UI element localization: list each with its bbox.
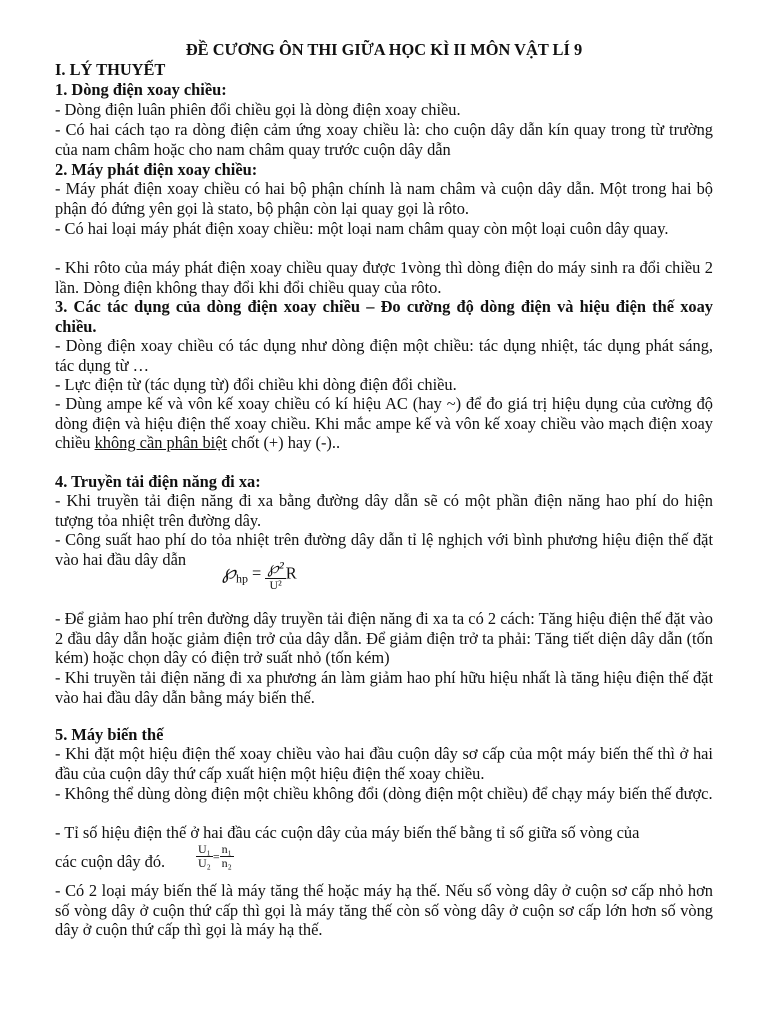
section-4-heading: 4. Truyền tải điện năng đi xa: <box>55 472 261 491</box>
formula-lhs: ℘ <box>222 561 236 584</box>
power-loss-formula: $℘_{hp}$ = $\frac{\text{℘²}}{\text{U²}}$ R <box>222 558 297 592</box>
ratio-n1: n₁ <box>221 842 232 856</box>
section-5-para-3: - Tỉ số hiệu điện thế ở hai đầu các cuộn dây của máy biến thế bằng tỉ số giữa số vòng của <box>55 823 640 842</box>
section-4-para-2: - Công suất hao phí do tỏa nhiệt trên đường dây dẫn tỉ lệ nghịch với bình phương hiệu điện thế đặt vào hai đầu dây dẫn <box>55 530 713 569</box>
formula-denominator: U² <box>269 577 282 592</box>
section-3-heading: 3. Các tác dụng của dòng điện xoay chiều – Đo cường độ dòng điện và hiệu điện thế xoay chiều. <box>55 297 713 336</box>
formula-subscript: hp <box>235 571 248 586</box>
section-5-para-1: - Khi đặt một hiệu điện thế xoay chiều vào hai đầu cuộn dây sơ cấp của một máy biến thế thì ở hai đầu của cuộn dây thứ cấp xuất hiện một hiệu điện thế xoay chiều. <box>55 744 713 783</box>
section-4-para-1: - Khi truyền tải điện năng đi xa bằng đường dây dẫn sẽ có một phần điện năng hao phí do hiện tượng tỏa nhiệt trên đường dây. <box>55 491 713 530</box>
formula-numerator: ℘² <box>267 558 284 577</box>
ratio-u2: U₂ <box>198 856 211 870</box>
ratio-u-fraction <box>196 843 213 870</box>
section-3-para-2: - Lực điện từ (tác dụng từ) đổi chiều khi dòng điện đổi chiều. <box>55 375 457 394</box>
section-1-heading: 1. Dòng điện xoay chiều: <box>55 80 227 99</box>
section-5-para-4: - Có 2 loại máy biến thế là máy tăng thế hoặc máy hạ thế. Nếu số vòng dây ở cuộn sơ cấp nhỏ hơn số vòng dây ở cuộn thứ cấp thì gọi là máy tăng thế còn số vòng dây ở cuộn sơ cấp lớn hơn số vòng dây ở cuộn thứ cấp thì gọi là máy hạ thế. <box>55 881 713 940</box>
ratio-u1: U₁ <box>198 842 211 856</box>
section-3-para-3-underlined: không cần phân biệt <box>94 433 228 453</box>
part-heading: I. LÝ THUYẾT <box>55 60 166 79</box>
section-5-para-2: - Không thể dùng dòng điện một chiều không đổi (dòng điện một chiều) để chạy máy biến thế được. <box>55 784 713 803</box>
section-1-para-2: - Có hai cách tạo ra dòng điện cảm ứng xoay chiều là: cho cuộn dây dẫn kín quay trong từ trường của nam châm hoặc cho nam châm quay trước cuộn dây dẫn <box>55 120 713 159</box>
section-5-heading: 5. Máy biến thế <box>55 725 164 744</box>
document-title: ĐỀ CƯƠNG ÔN THI GIỮA HỌC KÌ II MÔN VẬT LÍ 9 <box>185 40 583 59</box>
section-2-para-2: - Có hai loại máy phát điện xoay chiều: một loại nam châm quay còn một loại cuôn dây quay. <box>55 219 669 238</box>
section-3-para-3 <box>55 394 713 453</box>
section-2-para-1: - Máy phát điện xoay chiều có hai bộ phận chính là nam châm và cuộn dây dẫn. Một trong hai bộ phận đó đứng yên gọi là stato, bộ phận còn lại quay gọi là rôto. <box>55 179 713 218</box>
section-1-para-1: - Dòng điện luân phiên đổi chiều gọi là dòng điện xoay chiều. <box>55 100 461 119</box>
ratio-n-fraction <box>220 843 234 870</box>
section-2-heading: 2. Máy phát điện xoay chiều: <box>55 160 258 179</box>
section-4-para-4: - Khi truyền tải điện năng đi xa phương án làm giảm hao phí hữu hiệu nhất là tăng hiệu điện thế đặt vào hai đầu dây dẫn bằng máy biến thế. <box>55 668 713 707</box>
formula-resistance: R <box>285 563 297 583</box>
section-5-para-3-cont: các cuộn dây đó. <box>55 852 166 871</box>
transformer-ratio-formula: $\frac{\text{U₁}}{\text{U₂}}$ = $\frac{\text{n₁}}{\text{n₂}}$ <box>198 842 232 870</box>
section-3-para-1: - Dòng điện xoay chiều có tác dụng như dòng điện một chiều: tác dụng nhiệt, tác dụng phát sáng, tác dụng từ … <box>55 336 713 375</box>
formula-fraction <box>265 558 285 592</box>
section-3-para-3-text-b: chốt (+) hay (-).. <box>227 433 341 453</box>
ratio-n2: n₂ <box>221 856 232 870</box>
section-2-para-3: - Khi rôto của máy phát điện xoay chiều quay được 1vòng thì dòng điện do máy sinh ra đổi chiều 2 lần. Dòng điện không thay đổi khi đổi chiều quay của rôto. <box>55 258 713 297</box>
section-4-para-3: - Để giảm hao phí trên đường dây truyền tải điện năng đi xa ta có 2 cách: Tăng hiệu điện thế đặt vào 2 đầu dây dẫn hoặc giảm điện trở của dây dẫn. Để giảm điện trở ta phải: Tăng tiết diện dây dẫn (tốn kém) hoặc chọn dây có điện trở suất nhỏ (tốn kém) <box>55 609 713 668</box>
section-3-para-3-text-a: - Dùng ampe kế và vôn kế xoay chiều có kí hiệu AC (hay ~) để đo giá trị hiệu dụng của cường độ dòng điện và hiệu điện thế xoay chiều. Khi mắc ampe kế và vôn kế xoay chiều vào mạch điện xoay chiều <box>55 394 713 453</box>
